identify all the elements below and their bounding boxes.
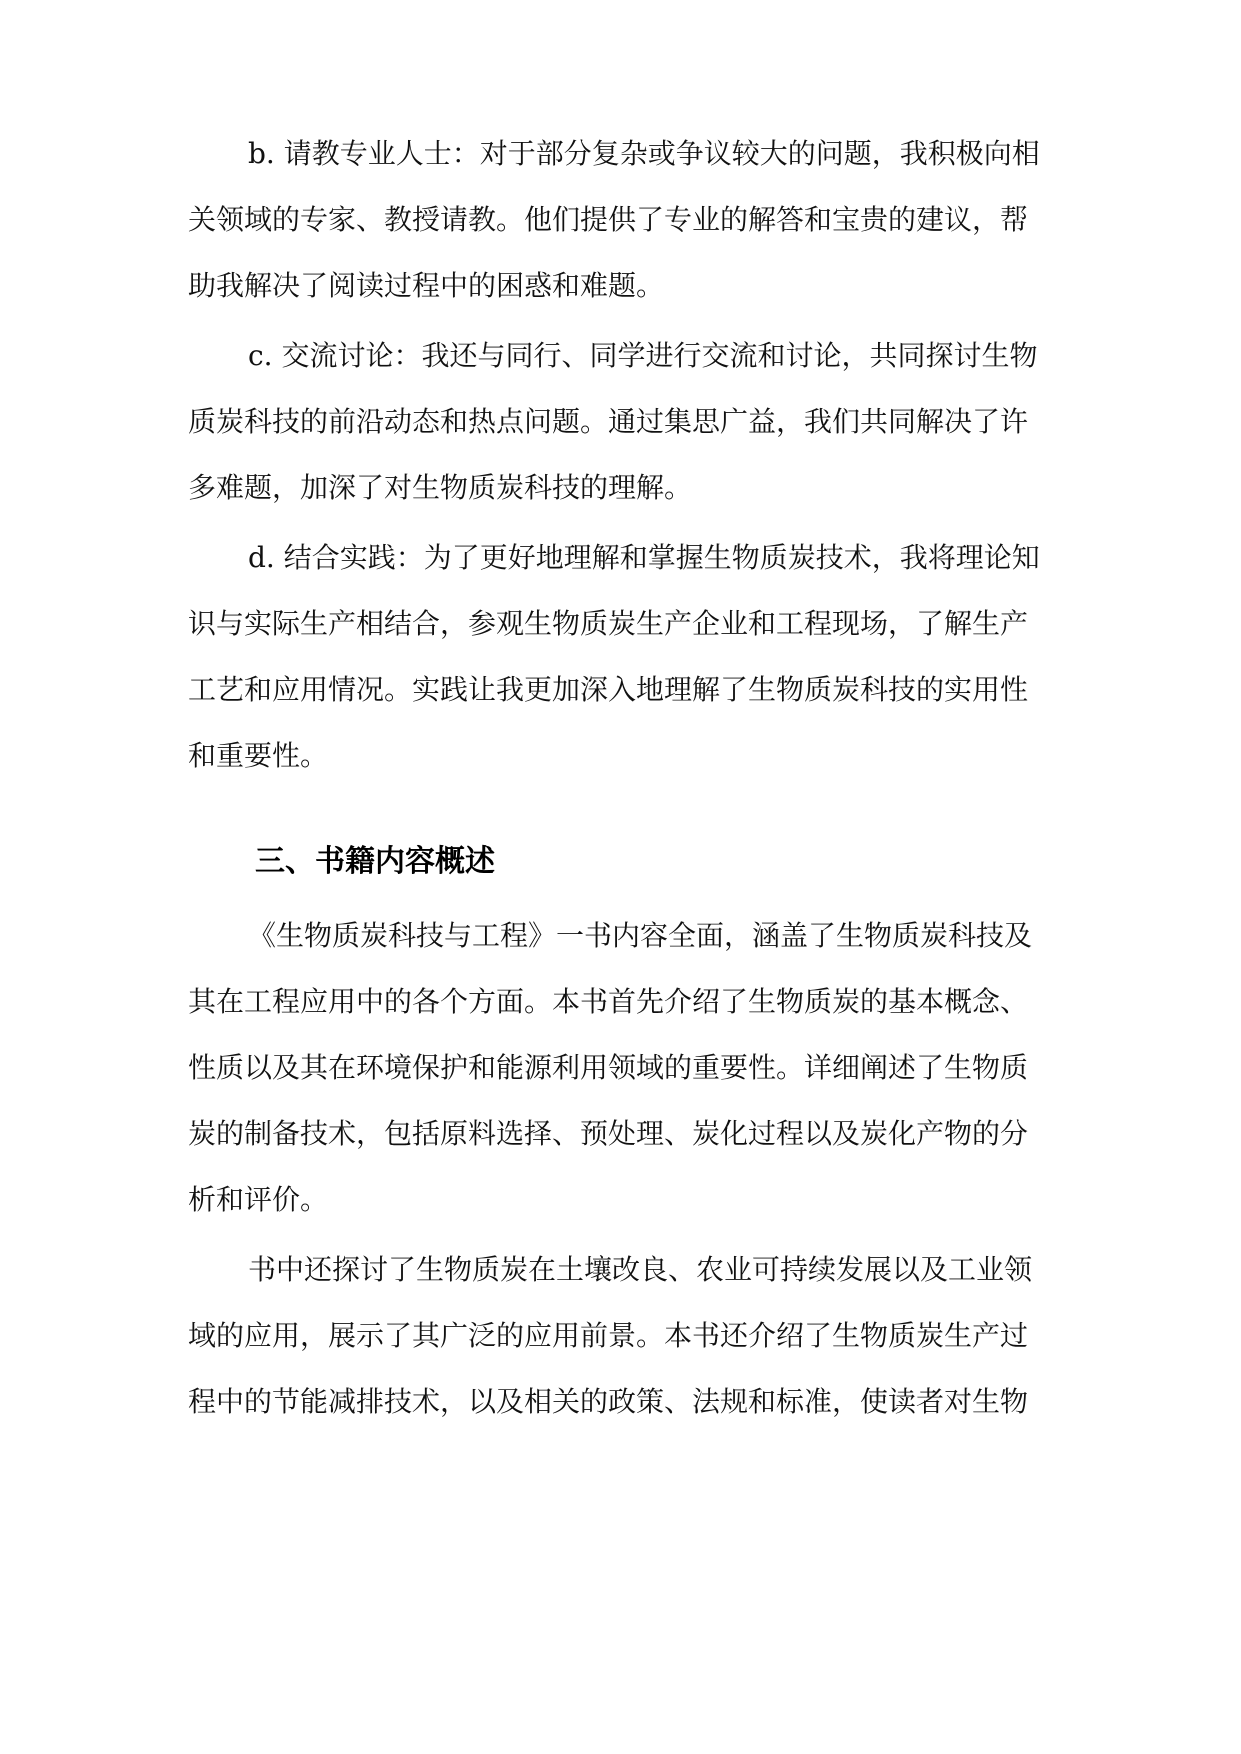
section-paragraph-2-line-2: 域的应用，展示了其广泛的应用前景。本书还介绍了生物质炭生产过	[188, 1319, 1029, 1352]
paragraph-b-line-2: 关领域的专家、教授请教。他们提供了专业的解答和宝贵的建议，帮	[188, 203, 1029, 236]
section-paragraph-2-line-1: 书中还探讨了生物质炭在土壤改良、农业可持续发展以及工业领	[248, 1253, 1033, 1286]
paragraph-b-line-3: 助我解决了阅读过程中的困惑和难题。	[188, 269, 665, 302]
paragraph-c-line-1: c. 交流讨论：我还与同行、同学进行交流和讨论，共同探讨生物	[248, 339, 1038, 372]
paragraph-d-line-3: 工艺和应用情况。实践让我更加深入地理解了生物质炭科技的实用性	[188, 673, 1029, 706]
paragraph-d-line-1: d. 结合实践：为了更好地理解和掌握生物质炭技术，我将理论知	[248, 541, 1040, 574]
section-paragraph-1-line-5: 析和评价。	[188, 1183, 329, 1216]
section-paragraph-2-line-3: 程中的节能减排技术，以及相关的政策、法规和标准，使读者对生物	[188, 1385, 1029, 1418]
section-paragraph-1-line-4: 炭的制备技术，包括原料选择、预处理、炭化过程以及炭化产物的分	[188, 1117, 1029, 1150]
section-paragraph-1-line-1: 《生物质炭科技与工程》一书内容全面，涵盖了生物质炭科技及	[248, 919, 1033, 952]
section-paragraph-1-line-3: 性质以及其在环境保护和能源利用领域的重要性。详细阐述了生物质	[188, 1051, 1029, 1084]
paragraph-d-line-4: 和重要性。	[188, 739, 329, 772]
section-paragraph-1-line-2: 其在工程应用中的各个方面。本书首先介绍了生物质炭的基本概念、	[188, 985, 1029, 1018]
paragraph-b-line-1: b. 请教专业人士：对于部分复杂或争议较大的问题，我积极向相	[248, 137, 1040, 170]
paragraph-d-line-2: 识与实际生产相结合，参观生物质炭生产企业和工程现场，了解生产	[188, 607, 1029, 640]
paragraph-c-line-2: 质炭科技的前沿动态和热点问题。通过集思广益，我们共同解决了许	[188, 405, 1029, 438]
section-heading: 三、书籍内容概述	[255, 844, 495, 879]
paragraph-c-line-3: 多难题，加深了对生物质炭科技的理解。	[188, 471, 693, 504]
